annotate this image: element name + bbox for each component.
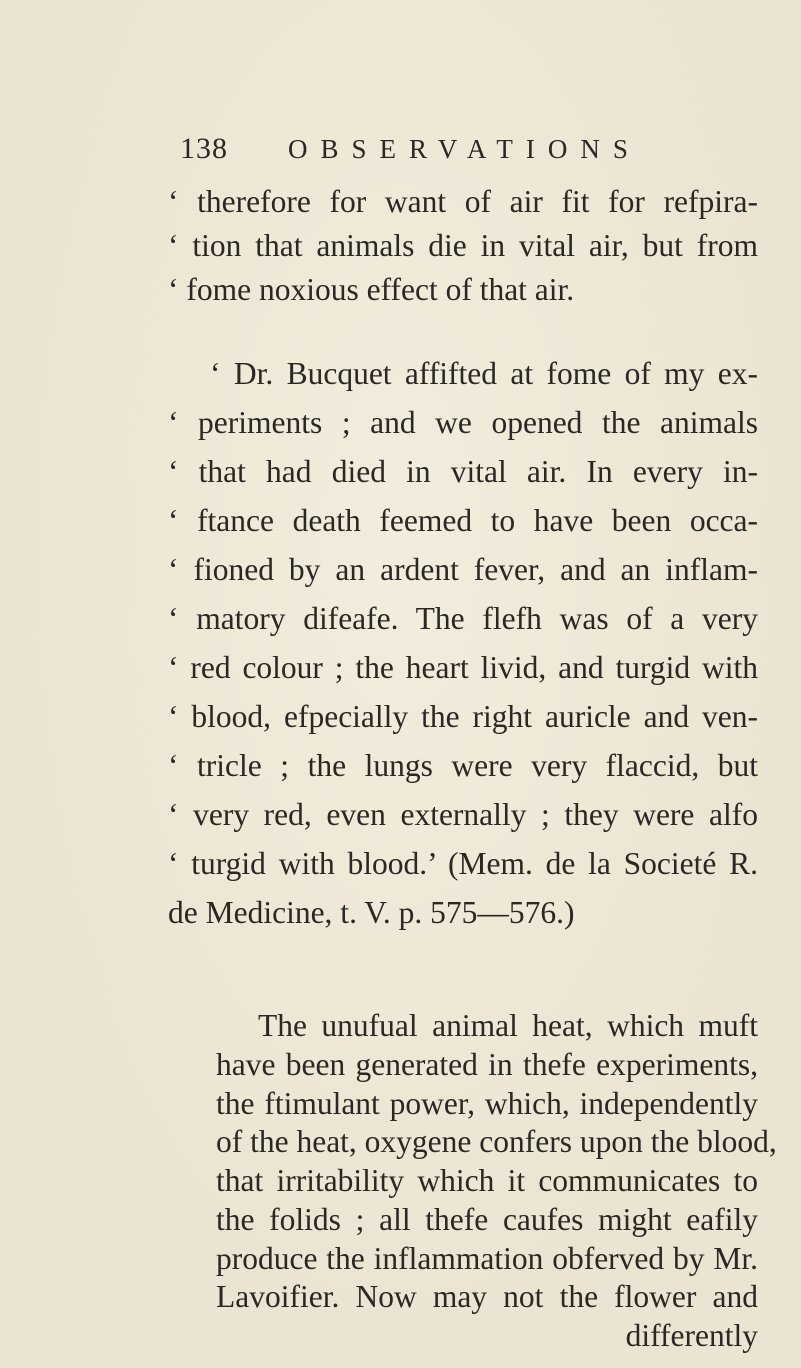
text-line: that irritability which it communicates to xyxy=(216,1163,758,1198)
text-line: ‘ red colour ; the heart livid, and turgid with xyxy=(168,650,758,685)
text-line: ‘ therefore for want of air fit for refpira- xyxy=(168,184,758,219)
text-line: produce the inflammation obferved by Mr. xyxy=(216,1241,758,1276)
text-line: ‘ tion that animals die in vital air, but from xyxy=(168,228,758,263)
running-head: OBSERVATIONS xyxy=(288,134,641,164)
text-line: the ftimulant power, which, independently xyxy=(216,1086,758,1121)
text-line: ‘ Dr. Bucquet affifted at fome of my ex- xyxy=(210,356,758,391)
text-line: de Medicine, t. V. p. 575—576.) xyxy=(168,895,575,930)
text-line: ‘ tricle ; the lungs were very flaccid, but xyxy=(168,748,758,783)
text-line: of the heat, oxygene confers upon the blood, xyxy=(216,1124,777,1159)
page-header xyxy=(180,132,700,172)
text-line: have been generated in thefe experiments, xyxy=(216,1047,758,1082)
text-line: the folids ; all thefe caufes might eafily xyxy=(216,1202,758,1237)
page-number: 138 xyxy=(180,132,228,165)
catchword: differently xyxy=(625,1318,758,1353)
text-line: ‘ periments ; and we opened the animals xyxy=(168,405,758,440)
text-line: ‘ turgid with blood.’ (Mem. de la Societé R. xyxy=(168,846,758,881)
text-line: Lavoifier. Now may not the flower and xyxy=(216,1279,758,1314)
text-line: ‘ matory difeafe. The flefh was of a very xyxy=(168,601,758,636)
text-line: ‘ that had died in vital air. In every in- xyxy=(168,454,758,489)
text-line: ‘ very red, even externally ; they were alfo xyxy=(168,797,758,832)
text-line: ‘ ftance death feemed to have been occa- xyxy=(168,503,758,538)
text-line: ‘ fome noxious effect of that air. xyxy=(168,272,575,307)
text-line: The unufual animal heat, which muft xyxy=(258,1008,758,1043)
text-line: ‘ blood, efpecially the right auricle and ven- xyxy=(168,699,758,734)
text-line: ‘ fioned by an ardent fever, and an inflam- xyxy=(168,552,758,587)
